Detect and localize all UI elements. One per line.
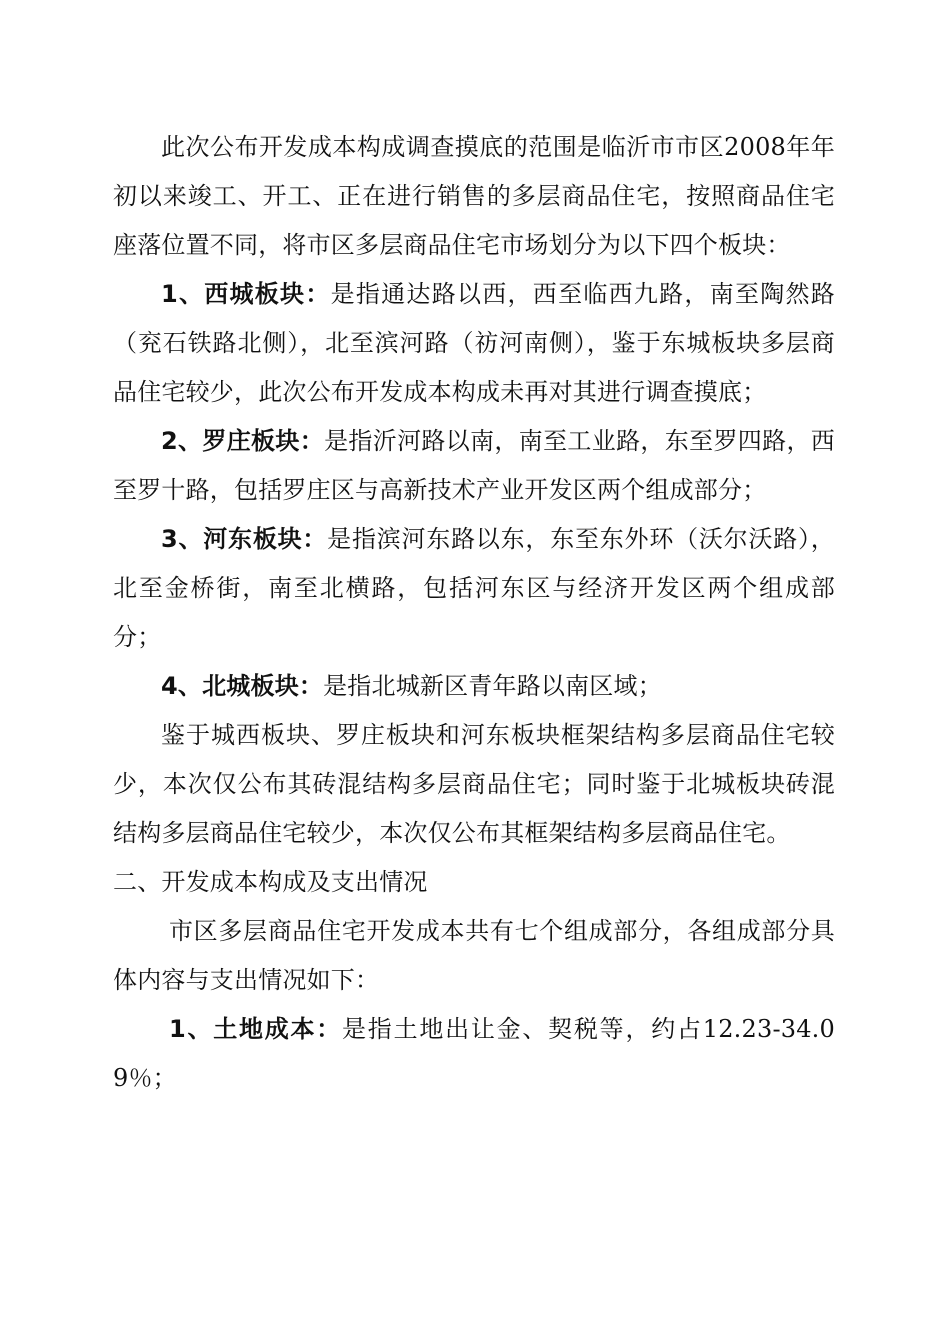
block-text: 是指沂河路以南，南至工业路，东至罗四路，西至罗十路，包括罗庄区与高新技术产业开发区两个组成部分； (113, 427, 835, 504)
document-body (113, 123, 835, 1103)
section-2-intro-paragraph (113, 907, 835, 1005)
section-2-title: 二、开发成本构成及支出情况 (113, 868, 428, 896)
block-label: 3、河东板块： (161, 525, 328, 553)
block-label: 4、北城板块： (161, 672, 324, 700)
block-paragraph-north (113, 662, 835, 711)
intro-paragraph (113, 123, 835, 270)
block-text: 是指北城新区青年路以南区域； (323, 672, 662, 700)
note-text: 鉴于城西板块、罗庄板块和河东板块框架结构多层商品住宅较少，本次仅公布其砖混结构多层商品住宅；同时鉴于北城板块砖混结构多层商品住宅较少，本次仅公布其框架结构多层商品住宅。 (113, 721, 835, 847)
block-paragraph-hedong (113, 515, 835, 662)
cost-item-label: 1、土地成本： (169, 1015, 343, 1043)
block-text: 是指滨河东路以东，东至东外环（沃尔沃路），北至金桥街，南至北横路，包括河东区与经济开发区两个组成部分； (113, 525, 835, 651)
note-paragraph (113, 711, 835, 858)
section-2-intro-text: 市区多层商品住宅开发成本共有七个组成部分，各组成部分具体内容与支出情况如下： (113, 917, 835, 994)
cost-item-text: 是指土地出让金、契税等，约占12.23-34.09％； (113, 1015, 835, 1092)
block-label: 1、西城板块： (161, 280, 331, 308)
block-text: 是指通达路以西，西至临西九路，南至陶然路（兖石铁路北侧），北至滨河路（祊河南侧），鉴于东城板块多层商品住宅较少，此次公布开发成本构成未再对其进行调查摸底； (113, 280, 835, 406)
block-paragraph-west (113, 270, 835, 417)
section-2-heading (113, 858, 835, 907)
cost-item-paragraph (113, 1005, 835, 1103)
intro-text: 此次公布开发成本构成调查摸底的范围是临沂市市区2008年年初以来竣工、开工、正在进行销售的多层商品住宅，按照商品住宅座落位置不同，将市区多层商品住宅市场划分为以下四个板块： (113, 133, 835, 259)
block-paragraph-luozhuang (113, 417, 835, 515)
block-label: 2、罗庄板块： (161, 427, 325, 455)
